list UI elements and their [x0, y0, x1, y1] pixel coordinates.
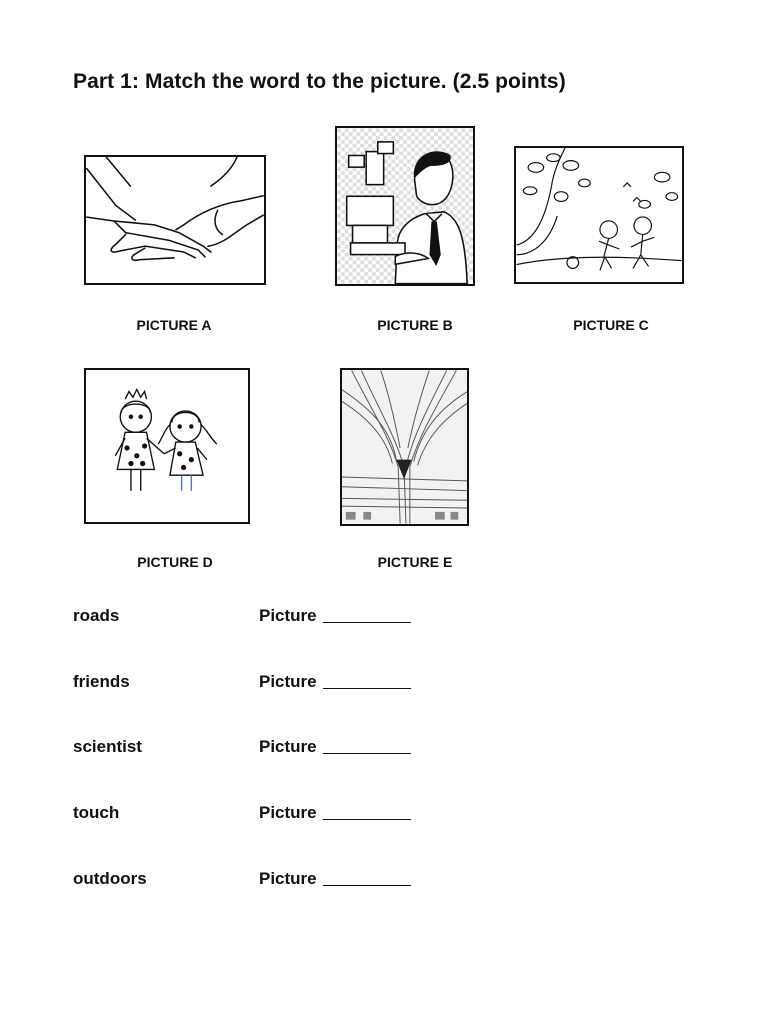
match-answer	[259, 869, 411, 889]
picture-c-caption: PICTURE C	[573, 317, 649, 333]
roads-interchange-icon	[342, 370, 467, 524]
match-answer	[259, 606, 411, 626]
match-label: Picture	[259, 803, 317, 822]
answer-blank-input[interactable]	[323, 621, 411, 623]
picture-e-caption: PICTURE E	[377, 554, 453, 570]
picture-e-image	[340, 368, 469, 526]
answer-blank-input[interactable]	[323, 752, 411, 754]
answer-blank-input[interactable]	[323, 687, 411, 689]
match-word: scientist	[73, 737, 142, 756]
answer-blank-input[interactable]	[323, 818, 411, 820]
picture-b-image	[335, 126, 475, 286]
scientist-microscope-icon	[337, 128, 473, 284]
picture-b-caption: PICTURE B	[377, 317, 453, 333]
hands-touching-icon	[86, 157, 264, 283]
match-label: Picture	[259, 672, 317, 691]
picture-d-caption: PICTURE D	[137, 554, 213, 570]
match-answer	[259, 672, 411, 692]
match-word: friends	[73, 672, 130, 691]
match-answer	[259, 803, 411, 823]
match-answer	[259, 737, 411, 757]
picture-c-image	[514, 146, 684, 284]
match-word: touch	[73, 803, 120, 822]
picture-d-image	[84, 368, 250, 524]
match-label: Picture	[259, 606, 317, 625]
picture-a-image	[84, 155, 266, 285]
outdoors-children-playing-icon	[516, 148, 682, 282]
picture-a-caption: PICTURE A	[136, 317, 212, 333]
match-word: outdoors	[73, 869, 147, 888]
match-label: Picture	[259, 869, 317, 888]
worksheet-title: Part 1: Match the word to the picture. (2.5 points)	[73, 70, 566, 93]
match-label: Picture	[259, 737, 317, 756]
friends-holding-hands-icon	[86, 370, 248, 522]
match-word: roads	[73, 606, 120, 625]
answer-blank-input[interactable]	[323, 884, 411, 886]
